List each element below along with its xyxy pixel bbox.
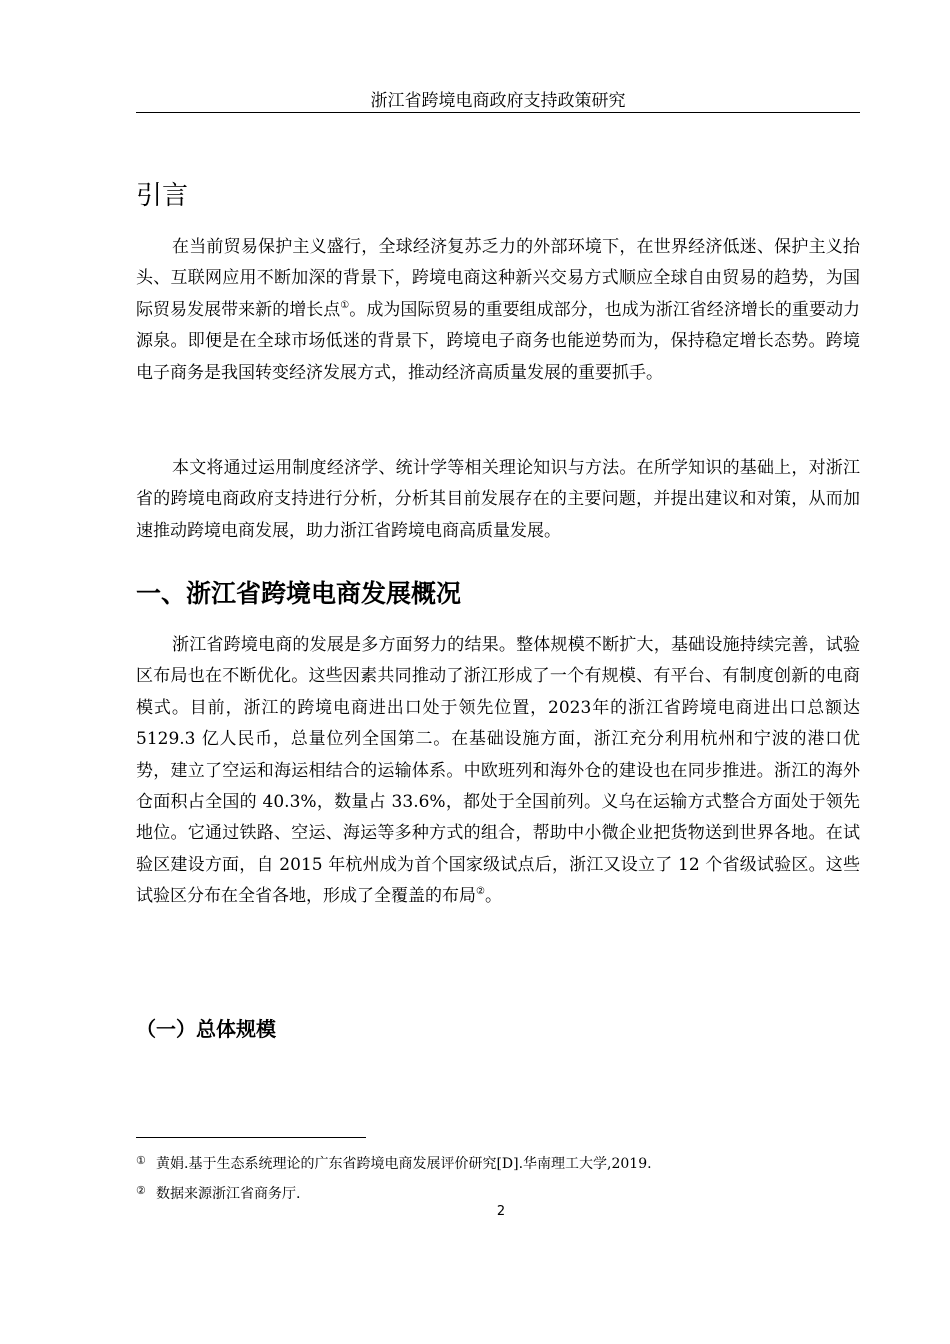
intro-paragraph-1-cont: 。成为国际贸易的重要组成部分，也成为浙江省经济增长的重要动力源泉。即便是在全球市场低迷的背景下，跨境电子商务也能逆势而为，保持稳定增长态势。跨境电子商务是我国转变经济发展方式，推动经济高质量发展的重要抓手。 <box>136 299 861 383</box>
footnote-ref-2: ② <box>476 886 485 898</box>
intro-paragraph-1-text: 在当前贸易保护主义盛行，全球经济复苏乏力的外部环境下，在世界经济低迷、保护主义抬头、互联网应用不断加深的背景下，跨境电商这种新兴交易方式顺应全球自由贸易的趋势，为国际贸易发展带来新的增长点 <box>136 237 860 320</box>
footnote-ref-1: ① <box>340 299 350 311</box>
intro-paragraph-1 <box>136 232 860 389</box>
section-1-paragraph-1 <box>136 630 860 913</box>
section-1-paragraph-1-text: 浙江省跨境电商的发展是多方面努力的结果。整体规模不断扩大，基础设施持续完善，试验区布局也在不断优化。这些因素共同推动了浙江形成了一个有规模、有平台、有制度创新的电商模式。目前，浙江的跨境电商进出口处于领先位置，2023年的浙江省跨境电商进出口总额达 5129.3 亿人民币，总量位列全国第二。在基础设施方面，浙江充分利用杭州和宁波的港口优势，建立了空运和海运相结合的运输体系。中欧班列和海外仓的建设也在同步推进。浙江的海外仓面积占全国的 40.3%，数量占 33.6%，都处于全国前列。义乌在运输方式整合方面处于领先地位。它通过铁路、空运、海运等多种方式的组合，帮助中小微企业把货物送到世界各地。在试验区建设方面，自 2015 年杭州成为首个国家级试点后，浙江又设立了 12 个省级试验区。这些试验区分布在全省各地，形成了全覆盖的布局 <box>136 635 860 907</box>
header-rule <box>136 112 860 113</box>
footnote-1-mark: ① <box>136 1154 146 1167</box>
footnote-2-text: 数据来源浙江省商务厅. <box>156 1186 301 1202</box>
page-number: 2 <box>496 1204 506 1219</box>
subsection-1-heading: （一）总体规模 <box>136 1017 276 1041</box>
footnote-rule <box>136 1137 366 1138</box>
running-header: 浙江省跨境电商政府支持政策研究 <box>370 91 626 111</box>
footnote-1 <box>136 1151 652 1174</box>
footnote-2-mark: ② <box>136 1184 146 1197</box>
section-1-paragraph-1-end: 。 <box>484 886 502 907</box>
footnote-2 <box>136 1181 300 1204</box>
footnote-1-text: 黄娟.基于生态系统理论的广东省跨境电商发展评价研究[D].华南理工大学,2019. <box>156 1156 652 1172</box>
section-1-heading: 一、浙江省跨境电商发展概况 <box>136 579 462 608</box>
intro-heading: 引言 <box>136 181 189 211</box>
intro-paragraph-2: 本文将通过运用制度经济学、统计学等相关理论知识与方法。在所学知识的基础上，对浙江省的跨境电商政府支持进行分析，分析其目前发展存在的主要问题，并提出建议和对策，从而加速推动跨境电商发展，助力浙江省跨境电商高质量发展。 <box>136 458 860 541</box>
